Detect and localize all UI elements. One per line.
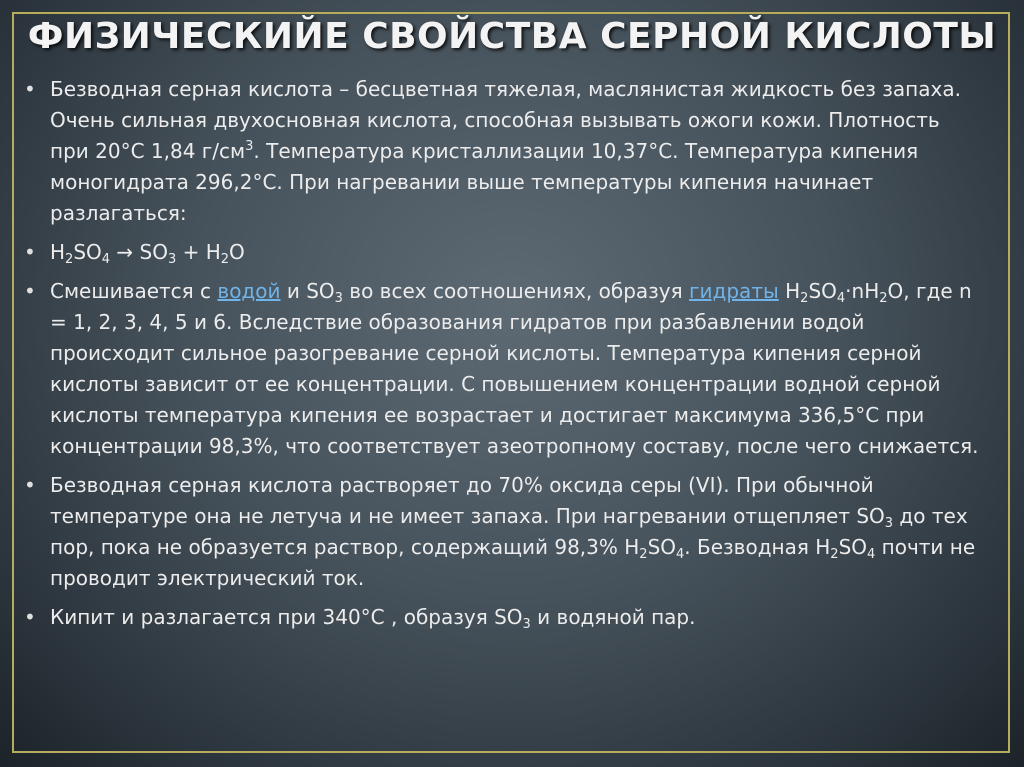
equation: $H_2SO_4 \to SO_3 + H_2O$ [50, 240, 245, 267]
bullet-decomposition-equation [24, 237, 984, 268]
bullet-marker: • [24, 605, 36, 629]
bullet-text: Безводная серная кислота растворяет до 70% оксида серы (VI). При обычной температуре она не летуча и не имеет запаха. При нагревании отщепляет $SO_3$ до тех пор, пока не образуется раствор, содержащий 98,3% $H_2SO_4$. Безводная $H_2SO_4$ почти не проводит электрический ток. [50, 473, 976, 590]
bullet-marker: • [24, 77, 36, 101]
bullet-marker: • [24, 279, 36, 303]
bullet-dissolves-oxide [24, 470, 984, 594]
bullet-text: Смешивается с водой и $SO_3$ во всех соотношениях, образуя гидраты $H_2SO_4\cdot nH_2O$, где n = 1, 2, 3, 4, 5 и 6. Вследствие образования гидратов при разбавлении водой происходит сильное разогревание серной кислоты. Температура кипения серной кислоты зависит от ее концентрации. С повышением концентрации водной серной кислоты температура кипения ее возрастает и достигает максимума 336,5°С при концентрации 98,3%, что соответствует азеотропному составу, после чего снижается. [50, 279, 979, 458]
bullet-marker: • [24, 473, 36, 497]
link-water[interactable]: водой [217, 279, 281, 303]
link-hydrates[interactable]: гидраты [689, 279, 779, 303]
slide-title: ФИЗИЧЕСКИЙЕ СВОЙСТВА СЕРНОЙ КИСЛОТЫ [27, 16, 997, 57]
bullet-mixing-hydrates [24, 276, 984, 462]
bullet-text: Безводная серная кислота – бесцветная тяжелая, маслянистая жидкость без запаха. Очень сильная двухосновная кислота, способная вызывать ожоги кожи. Плотность при 20°С 1,84 $г/см^3$. Температура кристаллизации 10,37°С. Температура кипения моногидрата 296,2°С. При нагревании выше температуры кипения начинает разлагаться: [50, 77, 961, 225]
bullet-text: Кипит и разлагается при 340°С , образуя $SO_3$ и водяной пар. [50, 605, 696, 632]
bullet-anhydrous-description [24, 74, 984, 229]
bullet-boiling-point [24, 602, 984, 633]
slide-body [24, 74, 984, 641]
bullet-marker: • [24, 240, 36, 264]
